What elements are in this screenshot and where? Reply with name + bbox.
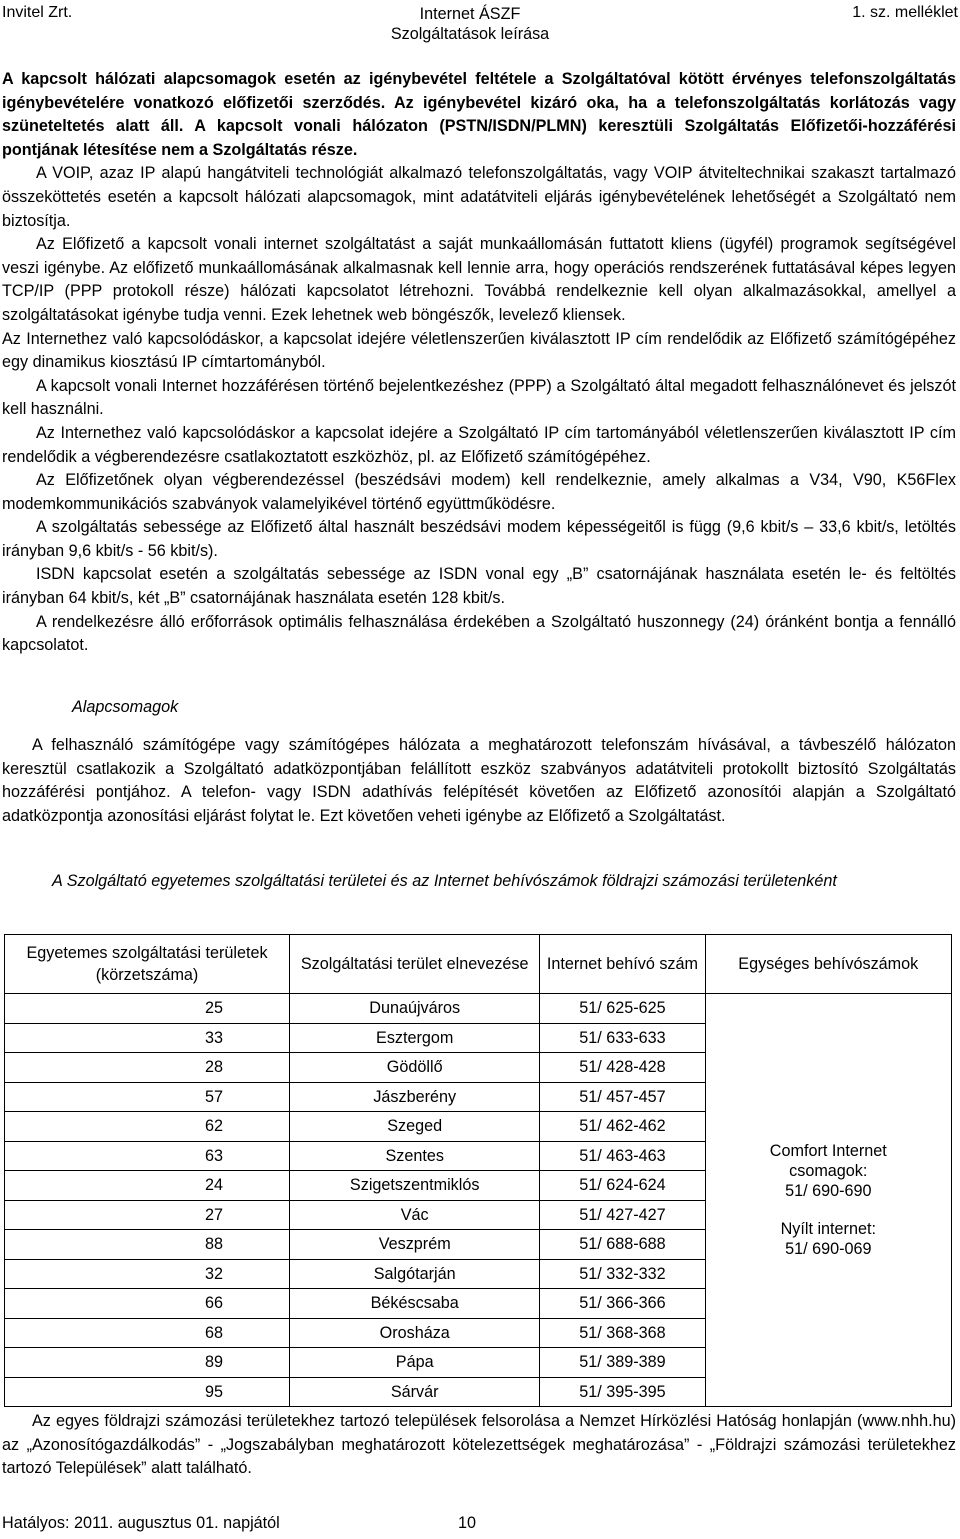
area-name-cell: Orosháza [290,1318,540,1348]
paragraph-1: A kapcsolt hálózati alapcsomagok esetén az igénybevétel feltétele a Szolgáltatóval kötött érvényes telefonszolgáltatás igénybevételére vonatkozó előfizetői szerződés. Az igénybevétel kizáró oka, ha a telefonszolgáltatás korlátozás vagy szüneteltetés alatt áll. A kapcsolt vonali hálózaton (PSTN/ISDN/PLMN) keresztüli Szolgáltatás Előfizetői-hozzáférési pontjának létesítése nem a Szolgáltatás része. [2,70,956,159]
table-body [5,994,952,1407]
area-name-cell: Dunaújváros [290,994,540,1024]
paragraph-3: Az Előfizető a kapcsolt vonali internet szolgáltatást a saját munkaállomásán futtatott kliens (ügyfél) programok segítségével veszi igénybe. Az előfizető munkaállomásának alkalmasnak kell lennie arra, hogy operációs rendszerének futtatásával képes legyen TCP/IP (PPP protokoll része) hálózati kapcsolatot létrehozni. Továbbá rendelkeznie kell olyan alkalmazásokkal, amellyel a szolgáltatásokat igénybe tudja venni. Ezek lehetnek web böngészők, levelező kliensek. [2,235,956,324]
paragraph-4: Az Internethez való kapcsolódáskor, a kapcsolat idejére véletlenszerűen kiválasztott IP cím rendelődik az Előfizető számítógépéhez egy dinamikus kiosztású IP címtartományból. [2,329,956,372]
area-name-cell: Sárvár [290,1377,540,1407]
paragraph-10: A rendelkezésre álló erőforrások optimális felhasználása érdekében a Szolgáltató huszonnegy (24) óránként bontja a fennálló kapcsolatot. [2,612,956,655]
paragraph-9: ISDN kapcsolat esetén a szolgáltatás sebessége az ISDN vonal egy „B” csatornájának használata esetén le- és feltöltés irányban 64 kbit/s, két „B” csatornájának használata esetén 128 kbit/s. [2,565,956,608]
dial-number-cell: 51/ 427-427 [540,1200,705,1230]
page-header [2,4,958,48]
footer-note-text: Az egyes földrajzi számozási területekhez tartozó települések felsorolása a Nemzet Hírközlési Hatóság honlapján (www.nhh.hu) az „Azonosítógazdálkodás” - „Jogszabályban meghatározott kötelezettségek meghatározása” - „Földrajzi számozási területekhez tartozó Települések” alatt található. [2,1412,956,1478]
effective-date: Hatályos: 2011. augusztus 01. napjától [2,1514,280,1532]
dial-number-cell: 51/ 457-457 [540,1082,705,1112]
area-name-cell: Jászberény [290,1082,540,1112]
area-name-cell: Pápa [290,1348,540,1378]
header-center [385,4,555,44]
paragraph-7: Az Előfizetőnek olyan végberendezéssel (beszédsávi modem) kell rendelkeznie, amely alkalmas a V34, V90, K56Flex modemkommunikációs szabványok valamelyikével történő együttműködésre. [2,471,956,513]
area-code-cell: 88 [5,1230,290,1260]
area-name-cell: Szigetszentmiklós [290,1171,540,1201]
dial-number-cell: 51/ 389-389 [540,1348,705,1378]
intro-paragraph: A felhasználó számítógépe vagy számítógépes hálózata a meghatározott telefonszám hívásával, a távbeszélő hálózaton keresztül csatlakozik a Szolgáltató adatközpontjában felállított eszköz szabványos adatátviteli protokollt biztosító Szolgáltatás hozzáférési pontjához. A telefon- vagy ISDN adathívás felépítését követően az Előfizető azonosítói alapján a Szolgáltató adatközpontja azonosítási eljárást folytat le. Ezt követően veheti igénybe az Előfizető a Szolgáltatást. [2,736,956,825]
area-name-cell: Salgótarján [290,1259,540,1289]
header-unified-numbers: Egységes behívószámok [705,935,951,994]
area-name-cell: Veszprém [290,1230,540,1260]
dial-number-cell: 51/ 688-688 [540,1230,705,1260]
dial-number-cell: 51/ 368-368 [540,1318,705,1348]
area-code-cell: 68 [5,1318,290,1348]
spacer [706,1201,951,1219]
area-name-cell: Esztergom [290,1023,540,1053]
area-name-cell: Gödöllő [290,1053,540,1083]
header-doc-title: Internet ÁSZF [419,5,521,23]
comfort-number: 51/ 690-690 [785,1182,872,1200]
paragraph-6: Az Internethez való kapcsolódáskor a kapcsolat idejére a Szolgáltató IP cím tartományából véletlenszerűen kiválasztott IP cím rendelődik a végberendezésre csatlakoztatott eszközhöz, pl. az Előfizető számítógépéhez. [2,423,956,466]
open-internet-label: Nyílt internet: [780,1220,876,1238]
table-row [5,994,952,1024]
dial-number-cell: 51/ 463-463 [540,1141,705,1171]
section-title: Alapcsomagok [72,698,179,716]
area-name-cell: Békéscsaba [290,1289,540,1319]
footer-note [2,1410,956,1481]
service-area-table [4,934,952,1407]
comfort-label: Comfort Internet csomagok: [769,1142,887,1180]
dial-number-cell: 51/ 624-624 [540,1171,705,1201]
header-annex: 1. sz. melléklet [852,4,958,21]
header-area-code: Egyetemes szolgáltatási területek (körzetszáma) [5,935,290,994]
header-dial-number: Internet behívó szám [540,935,705,994]
paragraph-2: A VOIP, azaz IP alapú hangátviteli technológiát alkalmazó telefonszolgáltatás, vagy VOIP átviteltechnikai szakaszt tartalmazó összeköttetés esetén a kapcsolt hálózati alapcsomagok, mint adatátviteli eljárás igénybevételének lehetőségét a Szolgáltató nem biztosítja. [2,164,956,230]
area-code-cell: 63 [5,1141,290,1171]
dial-number-cell: 51/ 428-428 [540,1053,705,1083]
area-code-cell: 25 [5,994,290,1024]
dial-number-cell: 51/ 366-366 [540,1289,705,1319]
body-text [2,68,956,658]
area-code-cell: 24 [5,1171,290,1201]
intro-text [2,734,956,828]
dial-number-cell: 51/ 633-633 [540,1023,705,1053]
header-company: Invitel Zrt. [2,4,73,21]
open-internet-number: 51/ 690-069 [785,1240,872,1258]
area-code-cell: 89 [5,1348,290,1378]
area-code-cell: 32 [5,1259,290,1289]
area-code-cell: 33 [5,1023,290,1053]
header-doc-subtitle: Szolgáltatások leírása [390,25,550,43]
dial-number-cell: 51/ 395-395 [540,1377,705,1407]
dial-number-cell: 51/ 625-625 [540,994,705,1024]
area-code-cell: 27 [5,1200,290,1230]
area-code-cell: 95 [5,1377,290,1407]
area-name-cell: Vác [290,1200,540,1230]
paragraph-5: A kapcsolt vonali Internet hozzáférésen történő bejelentkezéshez (PPP) a Szolgáltató által megadott felhasználónevet és jelszót kell használni. [2,376,956,419]
table-header-row [5,935,952,994]
paragraph-8: A szolgáltatás sebessége az Előfizető által használt beszédsávi modem képességeitől is függ (9,6 kbit/s – 33,6 kbit/s, letöltés irányban 9,6 kbit/s - 56 kbit/s). [2,518,956,560]
unified-numbers-cell [705,994,951,1407]
area-code-cell: 66 [5,1289,290,1319]
table-title: A Szolgáltató egyetemes szolgáltatási területei és az Internet behívószámok földrajzi számozási területenként [52,872,837,890]
area-code-cell: 28 [5,1053,290,1083]
header-area-name: Szolgáltatási terület elnevezése [290,935,540,994]
area-name-cell: Szeged [290,1112,540,1142]
page-number: 10 [458,1514,477,1532]
area-code-cell: 62 [5,1112,290,1142]
area-name-cell: Szentes [290,1141,540,1171]
dial-number-cell: 51/ 332-332 [540,1259,705,1289]
area-code-cell: 57 [5,1082,290,1112]
dial-number-cell: 51/ 462-462 [540,1112,705,1142]
